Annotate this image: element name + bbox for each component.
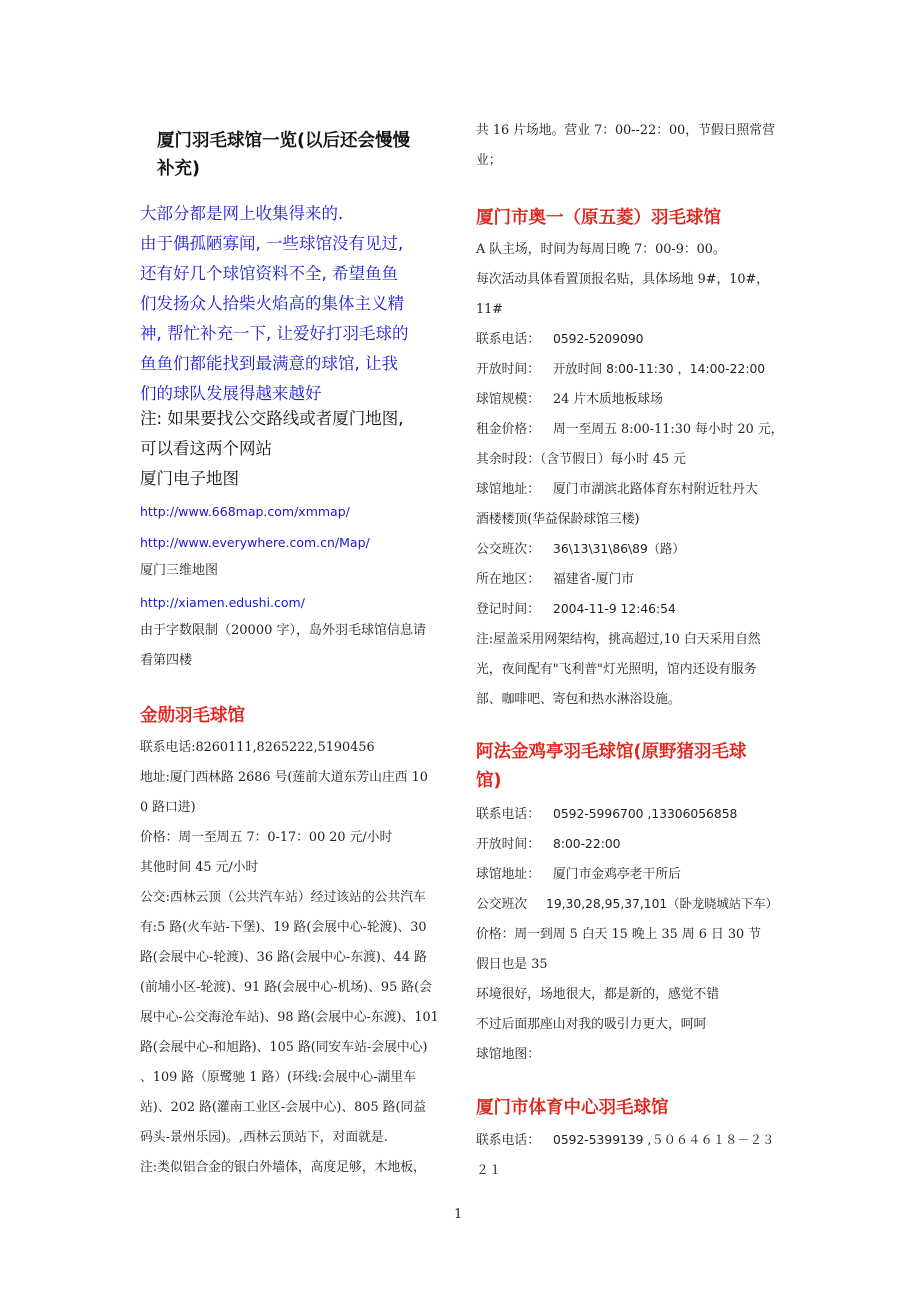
afa-title-line2: 馆) — [476, 771, 502, 791]
addr-label: 球馆地址： — [476, 482, 540, 497]
note-line: 厦门电子地图 — [140, 469, 239, 488]
intro-line: 们发扬众人拾柴火焰高的集体主义精 — [140, 294, 404, 313]
intro-line: 大部分都是网上收集得来的. — [140, 204, 344, 223]
jinxun-line: 联系电话:8260111,8265222,5190456 — [140, 740, 375, 755]
jinxun-line: (前埔小区-轮渡)、91 路(会展中心-机场)、95 路(会 — [140, 980, 432, 995]
jinxun-line: 注:类似铝合金的银白外墙体，高度足够，木地板， — [140, 1160, 426, 1175]
continuation-line: 共 16 片场地。营业 7：00--22：00，节假日照常营 — [476, 123, 775, 138]
map3d-label: 厦门三维地图 — [140, 563, 219, 578]
aoyi-open — [476, 355, 765, 385]
link-668map[interactable]: http://www.668map.com/xmmap/ — [140, 504, 350, 519]
jinxun-line: 地址:厦门西林路 2686 号(莲前大道东芳山庄西 10 — [140, 770, 428, 785]
intro-line: 由于偶孤陋寡闻, 一些球馆没有见过, — [140, 234, 404, 253]
section-title-afa — [476, 738, 747, 796]
page-title-line1: 厦门羽毛球馆一览(以后还会慢慢 — [157, 131, 410, 151]
jinxun-line: 价格：周一至周五 7：0-17：00 20 元/小时 — [140, 830, 393, 845]
phone-value: 0592-5209090 — [553, 332, 644, 346]
open-value: 开放时间 8:00-11:30 ，14:00-22:00 — [553, 362, 766, 376]
aoyi-reg — [476, 595, 676, 625]
jinxun-line: 站)、202 路(灌南工业区-会展中心)、805 路(同益 — [140, 1100, 427, 1115]
limit-note-line2: 看第四楼 — [140, 653, 193, 668]
jinxun-line: 公交:西林云顶（公共汽车站）经过该站的公共汽车 — [140, 890, 426, 905]
intro-line: 还有好几个球馆资料不全, 希望鱼鱼 — [140, 264, 398, 283]
page-number: 1 — [454, 1207, 463, 1222]
intro-paragraph — [140, 199, 458, 409]
aoyi-line: 每次活动具体看置顶报名贴，具体场地 9#，10#， — [476, 272, 770, 287]
afa-phone — [476, 800, 737, 830]
afa-line: 球馆地图： — [476, 1047, 540, 1062]
jinxun-line: 、109 路（原鹭驰 1 路）(环线:会展中心-湖里车 — [140, 1070, 416, 1085]
aoyi-price — [476, 415, 783, 445]
afa-open — [476, 830, 621, 860]
bus-label: 公交班次： — [476, 542, 540, 557]
aoyi-note: 光，夜间配有"飞利普"灯光照明，馆内还设有服务 — [476, 662, 757, 677]
section-title-tiyu: 厦门市体育中心羽毛球馆 — [476, 1098, 669, 1118]
open-label: 开放时间： — [476, 837, 540, 852]
addr-value: 厦门市金鸡亭老干所后 — [553, 867, 681, 882]
bus-value: 19,30,28,95,37,101（卧龙晓城站下车） — [546, 897, 778, 911]
aoyi-note: 注:屋盖采用网架结构，挑高超过,10 白天采用自然 — [476, 632, 761, 647]
section-title-aoyi: 厦门市奥一（原五菱）羽毛球馆 — [476, 208, 721, 228]
afa-line: 假日也是 35 — [476, 957, 548, 972]
page-title — [157, 127, 447, 183]
region-value: 福建省-厦门市 — [553, 572, 635, 587]
aoyi-bus — [476, 535, 685, 565]
jinxun-line: 路(会展中心-轮渡)、36 路(会展中心-东渡)、44 路 — [140, 950, 427, 965]
aoyi-price2: 其余时段：（含节假日）每小时 45 元 — [476, 452, 686, 467]
jinxun-line: 有:5 路(火车站-下堡)、19 路(会展中心-轮渡)、30 — [140, 920, 427, 935]
phone-label: 联系电话： — [476, 332, 540, 347]
jinxun-line: 码头-景州乐园)。,西林云顶站下，对面就是. — [140, 1130, 388, 1145]
addr-label: 球馆地址： — [476, 867, 540, 882]
addr-value: 厦门市湖滨北路体育东村附近牡丹大 — [553, 482, 758, 497]
intro-line: 神, 帮忙补充一下, 让爱好打羽毛球的 — [140, 324, 409, 343]
price-label: 租金价格： — [476, 422, 540, 437]
aoyi-phone — [476, 325, 644, 355]
continuation-line: 业； — [476, 153, 502, 168]
afa-line: 价格：周一到周 5 白天 15 晚上 35 周 6 日 30 节 — [476, 927, 761, 942]
afa-bus — [476, 890, 778, 920]
aoyi-line: A 队主场，时间为每周日晚 7：00-9：00。 — [476, 242, 726, 257]
note-line: 可以看这两个网站 — [140, 439, 272, 458]
aoyi-addr2: 酒楼楼顶(华益保龄球馆三楼) — [476, 512, 640, 527]
page-title-line2: 补充) — [157, 159, 200, 179]
intro-line: 们的球队发展得越来越好 — [140, 384, 322, 403]
intro-line: 鱼鱼们都能找到最满意的球馆, 让我 — [140, 354, 398, 373]
jinxun-line: 路(会展中心-和旭路)、105 路(同安车站-会展中心) — [140, 1040, 428, 1055]
limit-note-line1: 由于字数限制（20000 字），岛外羽毛球馆信息请 — [140, 623, 426, 638]
aoyi-addr — [476, 475, 758, 505]
afa-addr — [476, 860, 681, 890]
open-value: 8:00-22:00 — [553, 837, 621, 851]
region-label: 所在地区： — [476, 572, 540, 587]
reg-value: 2004-11-9 12:46:54 — [553, 602, 676, 616]
map-note — [140, 404, 458, 494]
bus-label: 公交班次 — [476, 897, 528, 912]
link-everywhere[interactable]: http://www.everywhere.com.cn/Map/ — [140, 535, 370, 550]
aoyi-region — [476, 565, 634, 595]
jinxun-line: 展中心-公交海沧车站)、98 路(会展中心-东渡)、101 — [140, 1010, 439, 1025]
reg-label: 登记时间： — [476, 602, 540, 617]
aoyi-note: 部、咖啡吧、寄包和热水淋浴设施。 — [476, 692, 681, 707]
afa-line: 环境很好，场地很大，都是新的，感觉不错 — [476, 987, 720, 1002]
phone-value: 0592-5996700 ,13306056858 — [553, 807, 738, 821]
aoyi-scale — [476, 385, 663, 415]
phone-value: 0592-5399139 ,５０６４６１８－２３ — [553, 1133, 775, 1147]
price-value: 周一至周五 8:00-11:30 每小时 20 元， — [553, 422, 784, 437]
note-line: 注: 如果要找公交路线或者厦门地图, — [140, 409, 404, 428]
aoyi-line: 11# — [476, 302, 504, 317]
phone-label: 联系电话： — [476, 807, 540, 822]
scale-label: 球馆规模： — [476, 392, 540, 407]
scale-value: 24 片木质地板球场 — [553, 392, 663, 407]
phone-label: 联系电话： — [476, 1133, 540, 1148]
afa-title-line1: 阿法金鸡亭羽毛球馆(原野猪羽毛球 — [476, 742, 747, 762]
link-edushi[interactable]: http://xiamen.edushi.com/ — [140, 595, 305, 610]
jinxun-line: 其他时间 45 元/小时 — [140, 860, 259, 875]
tiyu-phone — [476, 1126, 774, 1156]
afa-line: 不过后面那座山对我的吸引力更大，呵呵 — [476, 1017, 707, 1032]
tiyu-phone2: ２１ — [476, 1163, 502, 1178]
section-title-jinxun: 金勋羽毛球馆 — [140, 706, 245, 726]
open-label: 开放时间： — [476, 362, 540, 377]
jinxun-line: 0 路口进) — [140, 800, 196, 815]
bus-value: 36\13\31\86\89（路） — [553, 542, 685, 556]
